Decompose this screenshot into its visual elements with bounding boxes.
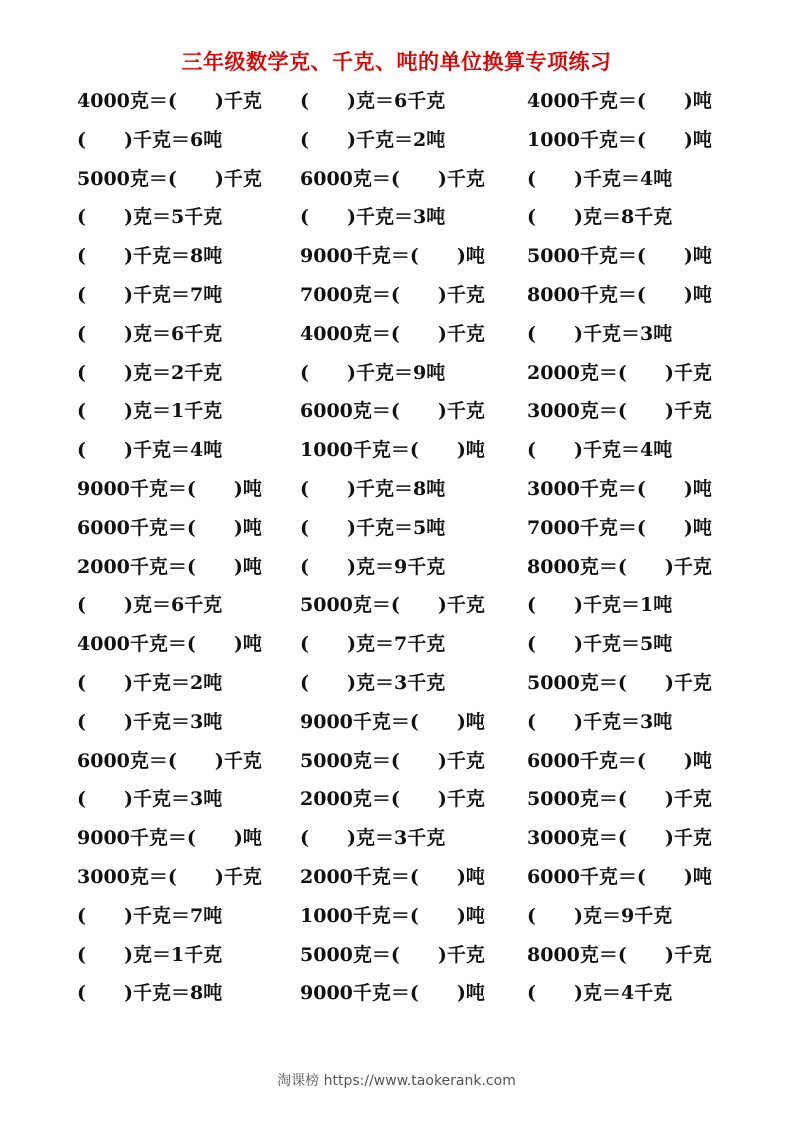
exercise-row [0,899,793,938]
conversion-problem: 3000千克＝( )吨 [527,477,712,500]
conversion-problem: ( )克＝6千克 [300,90,446,112]
exercise-row [0,666,793,705]
conversion-problem: ( )千克＝8吨 [77,245,223,268]
conversion-problem: 1000千克＝( )吨 [300,439,485,462]
conversion-problem: 6000克＝( )千克 [77,749,262,772]
conversion-problem: 6000千克＝( )吨 [527,865,712,888]
exercise-row [0,860,793,899]
exercise-row [0,821,793,860]
conversion-problem: 9000千克＝( )吨 [300,982,485,1005]
conversion-problem: 1000千克＝( )吨 [527,128,712,151]
conversion-problem: 9000千克＝( )吨 [77,827,262,850]
exercise-row [0,744,793,783]
exercise-row [0,394,793,433]
conversion-problem: ( )千克＝7吨 [77,283,223,306]
conversion-problem: ( )克＝7千克 [300,633,446,656]
conversion-problem: 7000克＝( )千克 [300,283,485,306]
conversion-problem: 5000克＝( )千克 [300,943,485,966]
conversion-problem: 6000克＝( )千克 [300,400,485,423]
conversion-problem: 9000千克＝( )吨 [300,245,485,268]
conversion-problem: ( )千克＝2吨 [77,671,223,694]
conversion-problem: 8000克＝( )千克 [527,555,712,578]
exercise-row [0,550,793,589]
exercise-grid [0,84,793,1015]
conversion-problem: 2000千克＝( )吨 [77,555,262,578]
conversion-problem: ( )克＝9千克 [300,555,446,578]
conversion-problem: ( )克＝2千克 [77,361,223,384]
conversion-problem: 4000克＝( )千克 [77,90,262,112]
conversion-problem: 2000千克＝( )吨 [300,865,485,888]
conversion-problem: ( )千克＝7吨 [77,904,223,927]
exercise-row [0,84,793,123]
conversion-problem: 9000千克＝( )吨 [77,477,262,500]
conversion-problem: ( )克＝9千克 [527,904,673,927]
exercise-row [0,472,793,511]
conversion-problem: 5000克＝( )千克 [300,749,485,772]
conversion-problem: 3000克＝( )千克 [527,827,712,850]
conversion-problem: 5000克＝( )千克 [300,594,485,617]
conversion-problem: 1000千克＝( )吨 [300,904,485,927]
conversion-problem: 5000千克＝( )吨 [527,245,712,268]
exercise-row [0,356,793,395]
conversion-problem: ( )千克＝3吨 [77,788,223,811]
exercise-row [0,976,793,1015]
conversion-problem: ( )千克＝6吨 [77,128,223,151]
conversion-problem: ( )克＝3千克 [300,671,446,694]
conversion-problem: 8000千克＝( )吨 [527,283,712,306]
conversion-problem: ( )克＝1千克 [77,400,223,423]
conversion-problem: 5000克＝( )千克 [527,671,712,694]
conversion-problem: ( )克＝6千克 [77,322,223,345]
conversion-problem: ( )千克＝5吨 [300,516,446,539]
conversion-problem: 4000克＝( )千克 [300,322,485,345]
exercise-row [0,317,793,356]
conversion-problem: 9000千克＝( )吨 [300,710,485,733]
conversion-problem: 2000克＝( )千克 [527,361,712,384]
conversion-problem: ( )千克＝9吨 [300,361,446,384]
conversion-problem: ( )克＝1千克 [77,943,223,966]
exercise-row [0,705,793,744]
watermark-footer: 淘课榜 https://www.taokerank.com [277,1073,516,1089]
conversion-problem: ( )千克＝3吨 [527,710,673,733]
conversion-problem: 4000千克＝( )吨 [77,633,262,656]
exercise-row [0,433,793,472]
conversion-problem: ( )克＝3千克 [300,827,446,850]
conversion-problem: ( )千克＝3吨 [527,322,673,345]
conversion-problem: 3000克＝( )千克 [527,400,712,423]
exercise-row [0,162,793,201]
page-title: 三年级数学克、千克、吨的单位换算专项练习 [181,49,612,74]
exercise-row [0,627,793,666]
conversion-problem: 6000千克＝( )吨 [527,749,712,772]
conversion-problem: ( )千克＝4吨 [527,167,673,190]
exercise-row [0,782,793,821]
conversion-problem: ( )克＝4千克 [527,982,673,1005]
conversion-problem: 6000克＝( )千克 [300,167,485,190]
conversion-problem: 8000克＝( )千克 [527,943,712,966]
conversion-problem: 5000克＝( )千克 [527,788,712,811]
conversion-problem: ( )千克＝4吨 [77,439,223,462]
conversion-problem: 4000千克＝( )吨 [527,90,712,112]
exercise-row [0,200,793,239]
conversion-problem: 7000千克＝( )吨 [527,516,712,539]
conversion-problem: ( )千克＝8吨 [77,982,223,1005]
conversion-problem: ( )千克＝4吨 [527,439,673,462]
conversion-problem: 5000克＝( )千克 [77,167,262,190]
exercise-row [0,123,793,162]
exercise-row [0,938,793,977]
conversion-problem: ( )克＝5千克 [77,206,223,229]
exercise-row [0,239,793,278]
exercise-row [0,278,793,317]
exercise-row [0,588,793,627]
conversion-problem: ( )千克＝5吨 [527,633,673,656]
conversion-problem: ( )千克＝3吨 [300,206,446,229]
conversion-problem: 6000千克＝( )吨 [77,516,262,539]
conversion-problem: ( )千克＝2吨 [300,128,446,151]
conversion-problem: ( )克＝6千克 [77,594,223,617]
conversion-problem: ( )千克＝1吨 [527,594,673,617]
conversion-problem: 3000克＝( )千克 [77,865,262,888]
exercise-row [0,511,793,550]
conversion-problem: ( )克＝8千克 [527,206,673,229]
conversion-problem: ( )千克＝8吨 [300,477,446,500]
conversion-problem: 2000克＝( )千克 [300,788,485,811]
conversion-problem: ( )千克＝3吨 [77,710,223,733]
